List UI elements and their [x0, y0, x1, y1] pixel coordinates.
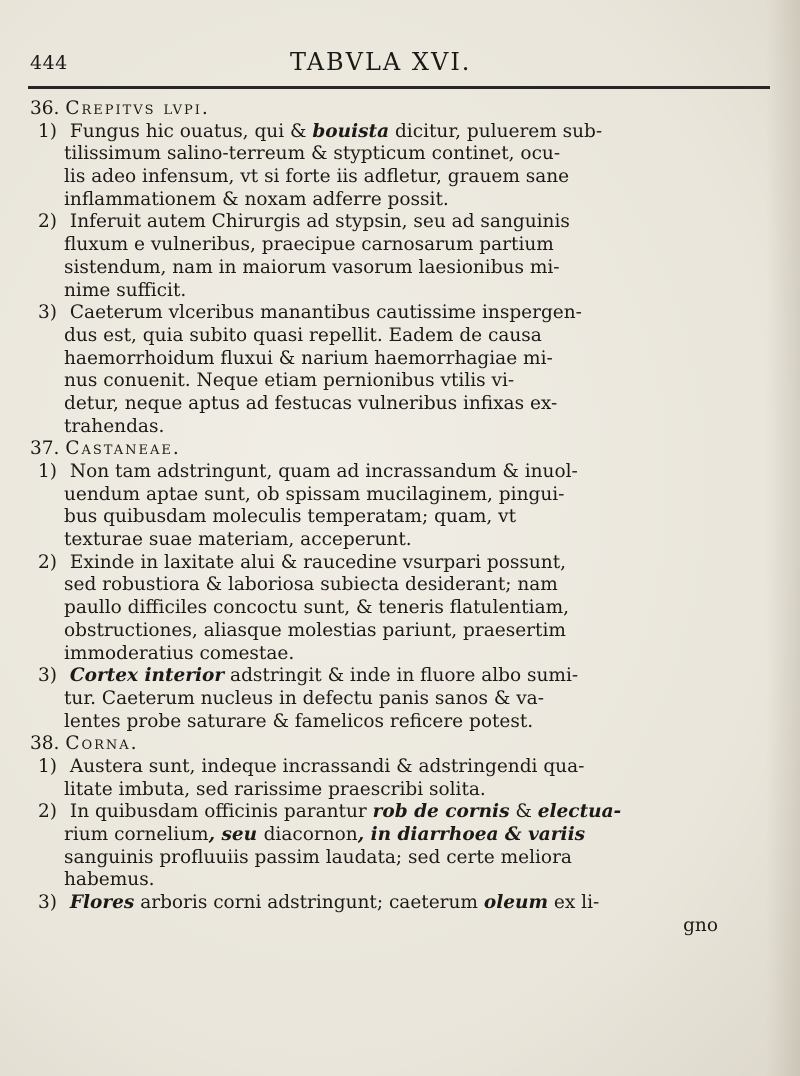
text-line: 3) Cortex interior adstringit & inde in fluore albo sumi- — [38, 665, 579, 687]
text-line: texturae suae materiam, acceperunt. — [64, 529, 412, 551]
text-line: dus est, quia subito quasi repellit. Eadem de causa — [64, 324, 542, 346]
text-line: litate imbuta, sed rarissime praescribi solita. — [64, 778, 486, 800]
item-marker: 2) — [38, 551, 57, 573]
item-marker: 3) — [38, 892, 57, 914]
italic-term: rob de cornis — [372, 801, 510, 823]
document-body — [30, 98, 760, 937]
text-line: 2) Exinde in laxitate alui & raucedine vsurpari possunt, — [38, 551, 567, 573]
text-line: tilissimum salino-terreum & stypticum continet, ocu- — [64, 143, 561, 165]
text-line: rium cornelium, seu diacornon, in diarrhoea & variis — [64, 824, 586, 845]
running-title: TABVLA XVI. — [290, 48, 472, 76]
catchword: gno — [683, 914, 718, 936]
text-line: sed robustiora & laboriosa subiecta desiderant; nam — [64, 574, 558, 596]
text-line: bus quibusdam moleculis temperatam; quam, vt — [64, 506, 517, 528]
text-line: sanguinis profluuiis passim laudata; sed certe meliora — [64, 846, 572, 868]
header-rule — [28, 86, 770, 89]
section-number: 36. — [30, 98, 66, 119]
text-line: haemorrhoidum fluxui & narium haemorrhagiae mi- — [64, 347, 553, 369]
text-line: 3) Caeterum vlceribus manantibus cautissime inspergen- — [38, 302, 582, 324]
text-line: immoderatius comestae. — [64, 642, 295, 664]
page-number: 444 — [30, 52, 68, 74]
text-line: nus conuenit. Neque etiam pernionibus vtilis vi- — [64, 370, 515, 392]
item-marker: 3) — [38, 302, 57, 324]
section-title: Corna. — [65, 733, 139, 755]
section-heading — [30, 98, 760, 121]
italic-term: bouista — [312, 120, 390, 142]
text-line: 3) Flores arboris corni adstringunt; caeterum oleum ex li- — [38, 892, 600, 914]
section-number: 37. — [30, 438, 66, 460]
section-title: Crepitvs lvpi. — [65, 98, 210, 119]
text-line: trahendas. — [64, 415, 165, 437]
text-line: habemus. — [64, 869, 155, 891]
item-marker: 1) — [38, 461, 57, 482]
text-line: 2) Inferuit autem Chirurgis ad stypsin, seu ad sanguinis — [38, 211, 570, 233]
text-line: nime sufficit. — [64, 279, 187, 301]
italic-term: Cortex interior — [69, 665, 225, 687]
text-line: paullo difficiles concoctu sunt, & teneris flatulentiam, — [64, 597, 570, 619]
item-marker: 2) — [38, 801, 57, 823]
section-title: Castaneae. — [65, 438, 181, 460]
text-line: inflammationem & noxam adferre possit. — [64, 188, 449, 210]
italic-term: oleum — [483, 892, 549, 914]
text-line: detur, neque aptus ad festucas vulneribus infixas ex- — [64, 392, 558, 414]
page-header — [28, 48, 770, 88]
text-line: 2) In quibusdam officinis parantur rob de cornis & electua- — [38, 801, 622, 823]
section-heading — [30, 438, 760, 461]
text-line: 1) Fungus hic ouatus, qui & bouista dicitur, puluerem sub- — [38, 120, 603, 142]
text-line: sistendum, nam in maiorum vasorum laesionibus mi- — [64, 256, 560, 278]
text-line: lentes probe saturare & famelicos reficere potest. — [64, 710, 534, 732]
item-marker: 1) — [38, 755, 57, 777]
italic-term: electua- — [537, 801, 622, 823]
item-marker: 2) — [38, 211, 57, 233]
text-line: 1) Non tam adstringunt, quam ad incrassandum & inuol- — [38, 461, 578, 482]
text-line: lis adeo infensum, vt si forte iis adfletur, grauem sane — [64, 166, 570, 188]
item-marker: 1) — [38, 120, 57, 142]
section-number: 38. — [30, 733, 66, 755]
italic-term: , seu — [208, 824, 264, 845]
text-line: uendum aptae sunt, ob spissam mucilaginem, pingui- — [64, 483, 565, 505]
page-edge-shadow — [766, 0, 800, 1076]
item-marker: 3) — [38, 665, 57, 687]
text-line: tur. Caeterum nucleus in defectu panis sanos & va- — [64, 687, 544, 709]
section-heading — [30, 733, 760, 756]
text-line: 1) Austera sunt, indeque incrassandi & adstringendi qua- — [38, 755, 585, 777]
text-line: obstructiones, aliasque molestias pariunt, praesertim — [64, 619, 566, 641]
text-line: fluxum e vulneribus, praecipue carnosarum partium — [64, 234, 554, 256]
italic-term: , in diarrhoea & variis — [357, 824, 586, 845]
italic-term: Flores — [69, 892, 135, 914]
